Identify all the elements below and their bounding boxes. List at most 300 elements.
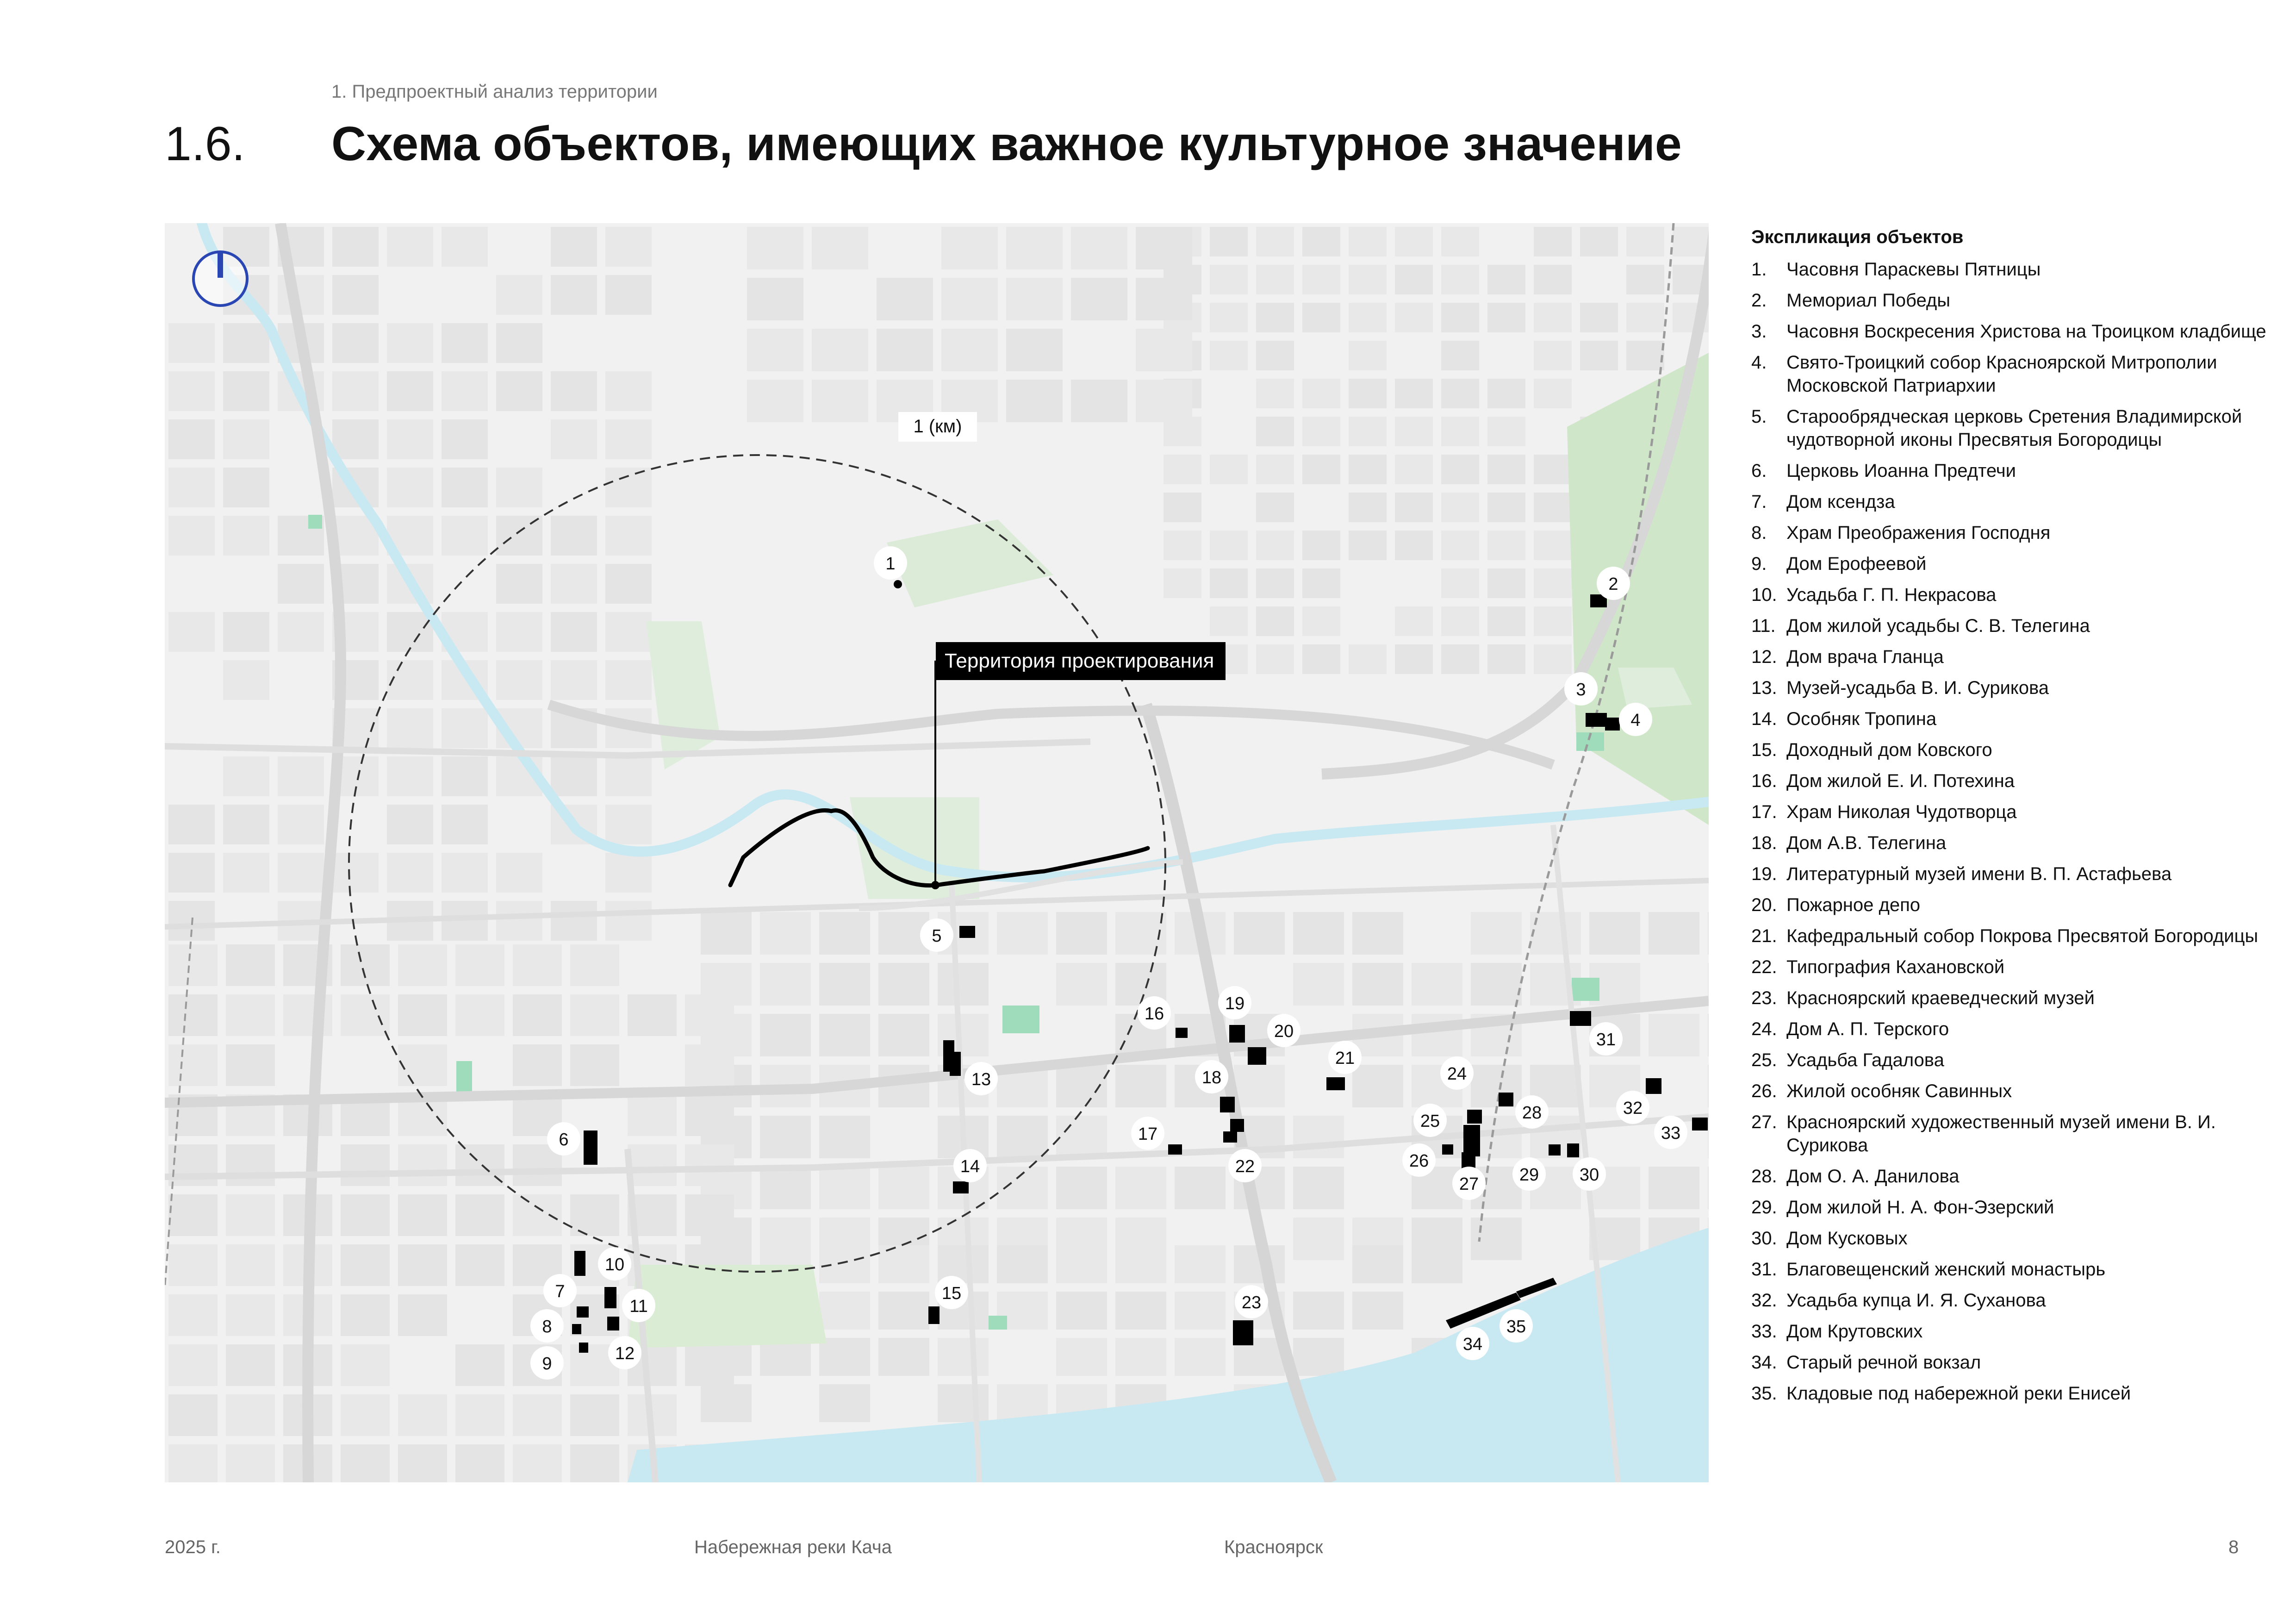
city-block — [551, 371, 597, 411]
city-block — [168, 371, 215, 411]
object-marker[interactable] — [1573, 1157, 1606, 1191]
city-block — [1256, 531, 1294, 560]
object-marker[interactable] — [1619, 703, 1652, 736]
city-block — [168, 1044, 218, 1086]
city-block — [387, 853, 433, 893]
city-block — [1649, 912, 1699, 955]
city-block — [398, 1044, 447, 1086]
city-block — [1256, 303, 1294, 332]
city-block — [168, 1444, 218, 1482]
city-block — [605, 660, 652, 700]
heritage-building — [607, 1317, 619, 1330]
object-marker[interactable] — [1228, 1149, 1262, 1182]
city-block — [1580, 303, 1618, 332]
city-block — [685, 1194, 734, 1236]
object-marker-number: 25 — [1420, 1112, 1440, 1131]
city-block — [551, 612, 597, 652]
city-block — [1349, 341, 1387, 370]
object-marker[interactable] — [964, 1062, 998, 1095]
city-block — [1534, 341, 1572, 370]
object-marker-number: 23 — [1241, 1293, 1262, 1312]
object-marker-number: 15 — [941, 1284, 962, 1303]
city-block — [1395, 493, 1433, 522]
city-block — [226, 944, 275, 986]
city-block — [168, 323, 215, 363]
city-block — [387, 660, 433, 700]
city-block — [1349, 265, 1387, 294]
city-block — [168, 853, 215, 893]
city-block — [1256, 379, 1294, 408]
city-block — [387, 805, 433, 844]
heritage-building — [577, 1306, 589, 1318]
heritage-building — [1176, 1028, 1188, 1038]
city-block — [496, 853, 542, 893]
city-block — [1210, 303, 1248, 332]
city-block — [1534, 227, 1572, 256]
city-block — [398, 1444, 447, 1482]
city-block — [168, 1244, 218, 1286]
city-block — [226, 1294, 275, 1336]
city-block — [685, 1044, 734, 1086]
legend-item-name: Храм Николая Чудотворца — [1786, 802, 2017, 822]
legend-item — [1751, 1049, 2284, 1072]
city-block — [496, 371, 542, 411]
object-marker[interactable] — [1500, 1309, 1533, 1343]
object-marker[interactable] — [530, 1309, 564, 1343]
city-block — [878, 1245, 929, 1283]
object-marker[interactable] — [935, 1276, 968, 1309]
city-block — [442, 516, 488, 556]
city-block — [1006, 329, 1063, 371]
city-block — [878, 1167, 929, 1209]
city-block — [1256, 493, 1294, 522]
object-marker[interactable] — [598, 1247, 631, 1280]
heritage-building — [950, 1052, 961, 1076]
city-block — [1673, 227, 1709, 256]
city-block — [1580, 341, 1618, 370]
city-block — [1626, 265, 1664, 294]
city-block — [1056, 1292, 1107, 1330]
object-marker-number: 5 — [932, 926, 942, 946]
legend-item-name: Часовня Параскевы Пятницы — [1786, 259, 2041, 280]
map-canvas[interactable] — [165, 223, 1709, 1482]
object-marker-number: 26 — [1409, 1151, 1429, 1171]
footer-city: Красноярск — [1224, 1537, 1323, 1557]
city-block — [1352, 1065, 1403, 1107]
city-block — [701, 1384, 752, 1422]
city-block — [398, 1194, 447, 1236]
object-marker-number: 27 — [1459, 1174, 1479, 1194]
city-block — [1395, 265, 1433, 294]
city-block — [551, 419, 597, 459]
legend-item — [1751, 987, 2284, 1010]
city-block — [605, 516, 652, 556]
city-block — [332, 227, 379, 267]
city-block — [455, 1344, 504, 1386]
city-block — [223, 419, 269, 459]
north-arrow — [193, 251, 247, 306]
object-marker[interactable] — [1402, 1143, 1436, 1177]
city-block — [1352, 963, 1403, 1006]
heritage-building — [1220, 1097, 1235, 1112]
city-block — [278, 805, 324, 844]
city-block — [341, 1244, 390, 1286]
city-block — [226, 1444, 275, 1482]
city-block — [1136, 380, 1192, 422]
city-block — [168, 944, 218, 986]
object-marker[interactable] — [1597, 567, 1630, 600]
city-block — [1708, 912, 1709, 955]
city-block — [605, 275, 652, 315]
heritage-building — [1467, 1110, 1482, 1124]
legend-item-number: 10. — [1751, 585, 1777, 605]
city-block — [513, 1194, 562, 1236]
legend-item — [1751, 583, 2284, 606]
city-block — [1589, 912, 1640, 955]
city-block — [605, 756, 652, 796]
city-block — [1302, 531, 1340, 560]
object-marker[interactable] — [1235, 1285, 1268, 1318]
legend-item-name: Дом Крутовских — [1786, 1321, 1923, 1342]
city-block — [1071, 227, 1127, 269]
object-marker-number: 11 — [629, 1297, 648, 1316]
heritage-building — [1549, 1144, 1561, 1156]
city-block — [760, 1167, 811, 1209]
legend-item — [1751, 707, 2284, 731]
object-marker[interactable] — [530, 1346, 564, 1380]
object-marker[interactable] — [1218, 986, 1251, 1019]
heritage-building — [584, 1131, 597, 1165]
legend-item — [1751, 893, 2284, 917]
legend-item-name: Дом А. П. Терского — [1786, 1019, 1949, 1039]
legend-item — [1751, 320, 2284, 343]
city-block — [496, 516, 542, 556]
city-block — [442, 419, 488, 459]
city-block — [496, 275, 542, 315]
city-block — [1649, 1014, 1699, 1056]
object-marker[interactable] — [1456, 1327, 1489, 1360]
city-block — [1708, 1065, 1709, 1107]
city-block — [1441, 568, 1479, 598]
city-block — [442, 853, 488, 893]
legend-item-name: Старый речной вокзал — [1786, 1352, 1981, 1373]
legend-item-number: 17. — [1751, 802, 1777, 822]
city-block — [1534, 265, 1572, 294]
legend-item — [1751, 862, 2284, 886]
city-block — [1293, 1116, 1344, 1158]
legend-item-number: 29. — [1751, 1197, 1777, 1218]
city-block — [551, 756, 597, 796]
city-block — [1441, 303, 1479, 332]
map-panel[interactable] — [165, 223, 1709, 1482]
legend-item-name: Дом ксендза — [1786, 492, 1895, 512]
object-marker[interactable] — [874, 546, 907, 580]
legend-item-number: 16. — [1751, 771, 1777, 791]
object-marker-number: 35 — [1506, 1317, 1526, 1337]
footer-page-number: 8 — [2228, 1537, 2239, 1557]
object-marker-number: 13 — [971, 1070, 991, 1089]
legend-item-name: Музей-усадьба В. И. Сурикова — [1786, 678, 2049, 698]
city-block — [570, 1044, 619, 1086]
heritage-building — [1233, 1320, 1253, 1345]
city-block — [551, 516, 597, 556]
city-block — [605, 371, 652, 411]
city-block — [387, 371, 433, 411]
legend-item-number: 31. — [1751, 1259, 1777, 1280]
object-marker[interactable] — [1616, 1091, 1649, 1124]
city-block — [1534, 606, 1572, 636]
radius-label: 1 (км) — [913, 416, 962, 437]
city-block — [278, 564, 324, 604]
city-block — [1626, 303, 1664, 332]
city-block — [455, 1444, 504, 1482]
object-marker[interactable] — [1267, 1014, 1300, 1047]
city-block — [496, 564, 542, 604]
legend-item-name: Дом Кусковых — [1786, 1228, 1908, 1249]
city-block — [387, 612, 433, 652]
city-block — [332, 371, 379, 411]
city-block — [1349, 227, 1387, 256]
city-block — [997, 912, 1048, 955]
object-marker[interactable] — [622, 1289, 655, 1322]
city-block — [1708, 1167, 1709, 1209]
breadcrumb: 1. Предпроектный анализ территории — [331, 81, 658, 102]
city-block — [812, 227, 868, 269]
city-block — [387, 468, 433, 507]
city-block — [1302, 644, 1340, 674]
city-block — [1534, 493, 1572, 522]
object-marker-number: 1 — [885, 554, 896, 574]
legend-item-number: 8. — [1751, 523, 1767, 543]
city-block — [570, 1194, 619, 1236]
object-marker-number: 30 — [1579, 1165, 1599, 1185]
city-block — [1256, 265, 1294, 294]
city-block — [1471, 963, 1522, 1006]
object-marker-number: 19 — [1225, 994, 1245, 1013]
legend-item-number: 9. — [1751, 554, 1767, 574]
city-block — [1487, 265, 1525, 294]
object-marker[interactable] — [1515, 1095, 1549, 1129]
city-block — [941, 329, 998, 371]
city-block — [387, 708, 433, 748]
legend-item-number: 1. — [1751, 259, 1767, 280]
legend-item-name: Пожарное депо — [1786, 895, 1920, 915]
city-block — [1115, 1292, 1166, 1330]
city-block — [1210, 568, 1248, 598]
object-marker[interactable] — [1440, 1056, 1474, 1090]
city-block — [455, 1244, 504, 1286]
city-block — [819, 1338, 870, 1376]
city-block — [168, 805, 215, 844]
object-marker[interactable] — [547, 1122, 580, 1156]
city-block — [1056, 963, 1107, 1006]
city-block — [1006, 380, 1063, 422]
object-marker[interactable] — [1564, 672, 1598, 706]
object-marker[interactable] — [1452, 1167, 1486, 1200]
city-block — [997, 1245, 1048, 1283]
object-marker[interactable] — [608, 1336, 641, 1369]
legend-item-number: 3. — [1751, 321, 1767, 342]
city-block — [1441, 493, 1479, 522]
city-block — [938, 963, 989, 1006]
object-marker-number: 17 — [1138, 1124, 1158, 1144]
city-block — [278, 756, 324, 796]
city-block — [1293, 1338, 1344, 1376]
city-block — [1441, 417, 1479, 446]
city-block — [168, 1294, 218, 1336]
object-marker-number: 24 — [1447, 1064, 1467, 1084]
object-marker[interactable] — [1413, 1104, 1447, 1137]
city-block — [1349, 379, 1387, 408]
object-marker-number: 16 — [1144, 1004, 1164, 1024]
city-block — [1302, 606, 1340, 636]
city-block — [1234, 1065, 1285, 1107]
legend-item-name: Церковь Иоанна Предтечи — [1786, 461, 2016, 481]
city-block — [1534, 455, 1572, 484]
city-block — [819, 1245, 870, 1283]
city-block — [223, 612, 269, 652]
object-marker[interactable] — [1512, 1157, 1546, 1191]
city-block — [442, 756, 488, 796]
legend-item-number: 32. — [1751, 1290, 1777, 1311]
city-block — [1256, 455, 1294, 484]
heritage-building — [1168, 1144, 1182, 1155]
city-block — [1352, 1292, 1403, 1330]
city-block — [760, 1116, 811, 1158]
city-block — [1006, 227, 1063, 269]
city-block — [1056, 1338, 1107, 1376]
territory-leader-dot — [931, 881, 940, 889]
city-block — [1649, 1167, 1699, 1209]
city-block — [398, 1244, 447, 1286]
city-block — [1352, 912, 1403, 955]
city-block — [877, 278, 933, 320]
legend-item-number: 11. — [1751, 616, 1776, 636]
city-block — [168, 468, 215, 507]
legend-item — [1751, 1018, 2284, 1041]
city-block — [1441, 379, 1479, 408]
legend-item-number: 34. — [1751, 1352, 1777, 1373]
city-block — [605, 227, 652, 267]
heritage-building — [953, 1181, 969, 1193]
object-marker[interactable] — [543, 1274, 577, 1307]
city-block — [605, 901, 652, 941]
city-block — [1487, 531, 1525, 560]
legend-item — [1751, 645, 2284, 668]
city-block — [1441, 265, 1479, 294]
legend-item-name: Кафедральный собор Покрова Пресвятой Богородицы — [1786, 926, 2259, 946]
heritage-building — [574, 1251, 585, 1276]
city-block — [1412, 963, 1462, 1006]
legend-item-number: 12. — [1751, 647, 1777, 667]
object-marker[interactable] — [1589, 1022, 1623, 1056]
legend-item — [1751, 459, 2284, 482]
heritage-building — [959, 926, 975, 938]
city-block — [226, 1044, 275, 1086]
city-block — [332, 419, 379, 459]
legend-item-number: 22. — [1751, 957, 1777, 977]
city-block — [1164, 493, 1201, 522]
city-block — [1487, 417, 1525, 446]
city-block — [1234, 912, 1285, 955]
city-block — [168, 419, 215, 459]
city-block — [398, 994, 447, 1036]
city-block — [1071, 278, 1127, 320]
city-block — [1441, 606, 1479, 636]
legend-item-name: Старообрядческая церковь Сретения Владимирской чудотворной иконы Пресвятыя Богородицы — [1786, 406, 2242, 450]
city-block — [223, 756, 269, 796]
city-block — [605, 612, 652, 652]
legend-item — [1751, 1258, 2284, 1281]
city-block — [1293, 1292, 1344, 1330]
legend-item-name: Усадьба купца И. Я. Суханова — [1786, 1290, 2046, 1311]
city-block — [226, 1244, 275, 1286]
legend-item — [1751, 1165, 2284, 1188]
city-block — [819, 912, 870, 955]
territory-label: Территория проектирования — [945, 650, 1214, 672]
city-block — [1441, 531, 1479, 560]
legend-item-name: Благовещенский женский монастырь — [1786, 1259, 2106, 1280]
object-marker-number: 8 — [542, 1317, 552, 1337]
legend-item — [1751, 676, 2284, 700]
city-block — [168, 1194, 218, 1236]
city-block — [442, 468, 488, 507]
object-marker[interactable] — [953, 1149, 987, 1182]
object-marker-number: 31 — [1596, 1030, 1616, 1049]
heritage-building — [1326, 1077, 1345, 1090]
object-marker-number: 6 — [559, 1130, 569, 1149]
city-block — [398, 1394, 447, 1436]
city-block — [1487, 606, 1525, 636]
heritage-building — [928, 1306, 940, 1324]
city-block — [1441, 644, 1479, 674]
object-marker[interactable] — [1131, 1117, 1164, 1150]
object-marker[interactable] — [1328, 1041, 1362, 1074]
city-block — [1115, 1245, 1166, 1283]
city-block — [1580, 227, 1618, 256]
city-block — [878, 963, 929, 1006]
object-marker[interactable] — [1138, 996, 1171, 1030]
city-block — [819, 1014, 870, 1056]
city-block — [513, 1444, 562, 1482]
city-block — [1412, 1245, 1462, 1283]
legend-item — [1751, 1227, 2284, 1250]
object-marker[interactable] — [920, 918, 953, 952]
object-marker[interactable] — [1654, 1116, 1687, 1149]
legend-item-number: 18. — [1751, 833, 1777, 853]
city-block — [551, 564, 597, 604]
city-block — [341, 994, 390, 1036]
object-marker[interactable] — [1195, 1060, 1228, 1093]
city-block — [1534, 568, 1572, 598]
city-block — [1006, 278, 1063, 320]
legend-item-number: 23. — [1751, 988, 1777, 1008]
park-square — [308, 515, 322, 529]
city-block — [1115, 1065, 1166, 1107]
legend-item — [1751, 490, 2284, 513]
city-block — [628, 994, 677, 1036]
city-block — [223, 468, 269, 507]
legend-item-number: 28. — [1751, 1166, 1777, 1187]
city-block — [168, 516, 215, 556]
territory-label-group[interactable] — [936, 642, 1226, 680]
city-block — [387, 756, 433, 796]
city-block — [1210, 341, 1248, 370]
city-block — [1471, 1065, 1522, 1107]
legend-item-name: Дом жилой усадьбы С. В. Телегина — [1786, 616, 2090, 636]
city-block — [1302, 379, 1340, 408]
legend-item-name: Красноярский краеведческий музей — [1786, 988, 2095, 1008]
